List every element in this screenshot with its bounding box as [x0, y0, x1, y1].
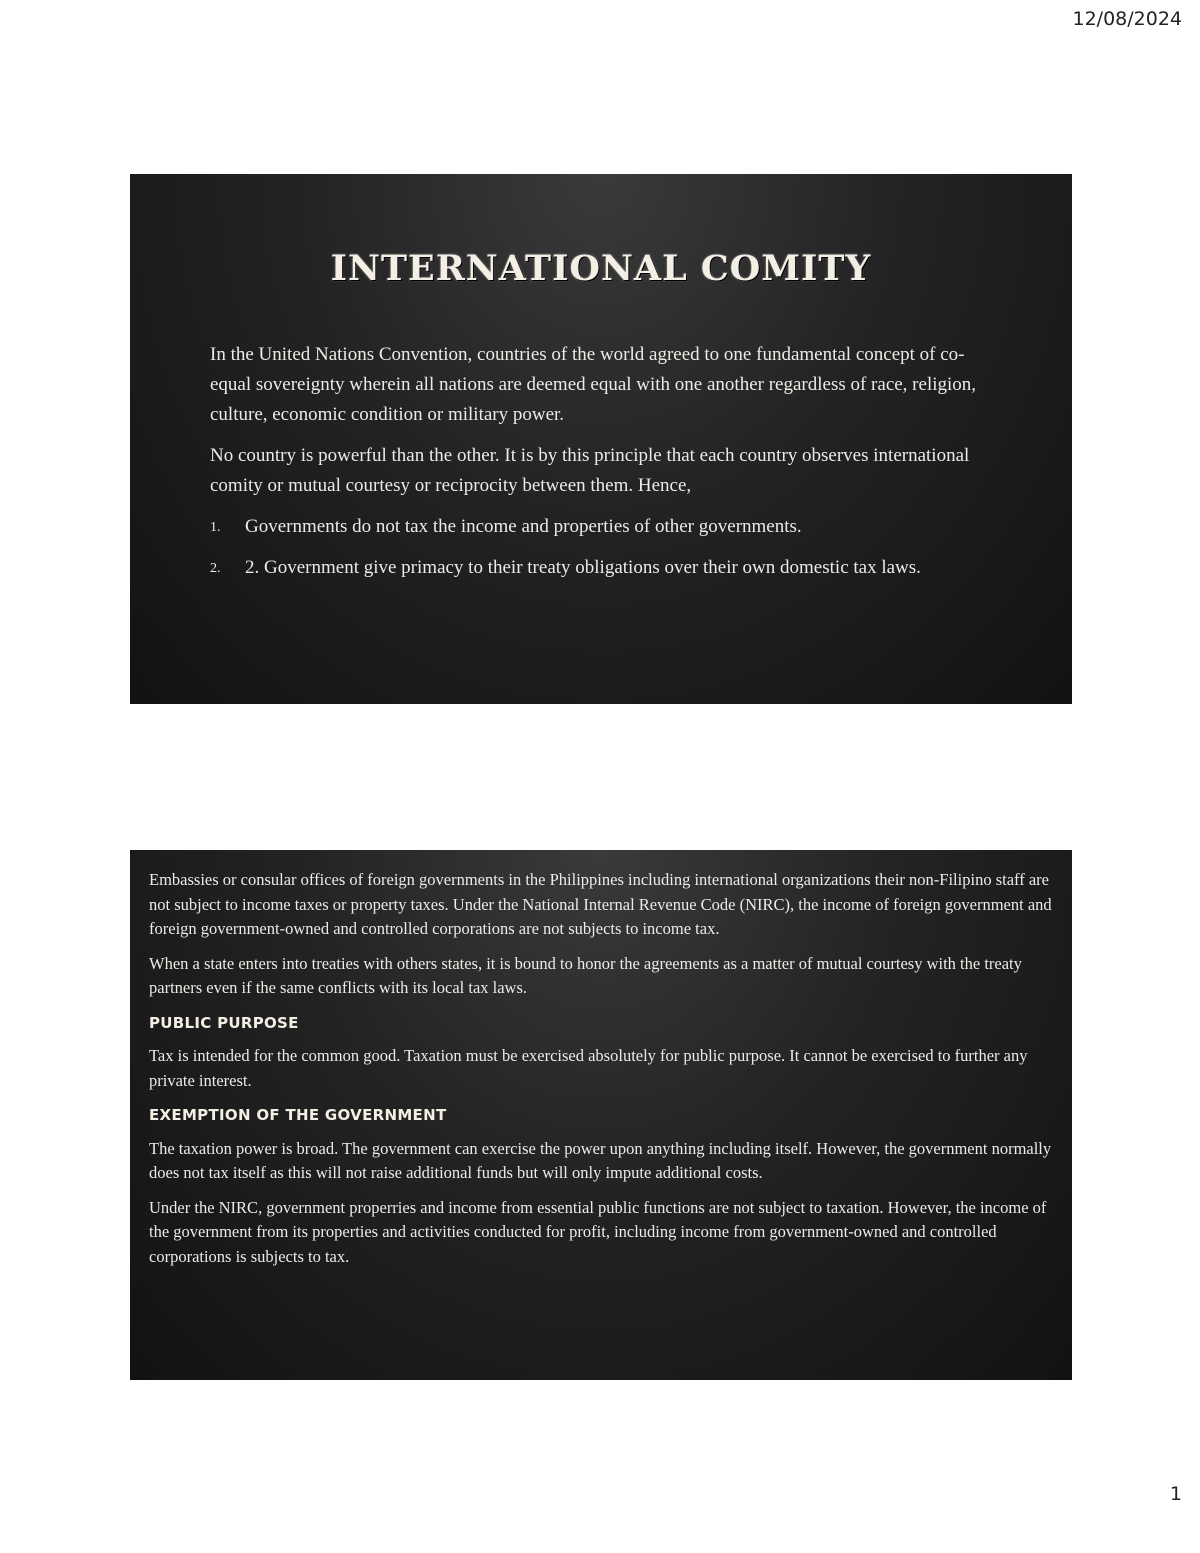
page-date: 12/08/2024	[1072, 8, 1182, 30]
slide-international-comity	[130, 174, 1072, 704]
slide-body	[149, 868, 1054, 1279]
paragraph: No country is powerful than the other. It is by this principle that each country observes international comity or mutual courtesy or reciprocity between them. Hence,	[210, 445, 970, 496]
slide-title: INTERNATIONAL COMITY	[330, 248, 872, 289]
page-number: 1	[1169, 1483, 1182, 1505]
paragraph: The taxation power is broad. The government can exercise the power upon anything including itself. However, the government normally does not tax itself as this will not raise additional funds but will only impute additional costs.	[149, 1138, 1052, 1182]
paragraph: Under the NIRC, government properries and income from essential public functions are not subject to taxation. However, the income of the government from its properties and activities conducted for profit, including income from government-owned and controlled corporations is subjects to tax.	[149, 1197, 1047, 1266]
list-number: 1.	[210, 520, 221, 535]
list-number: 2.	[210, 561, 221, 576]
paragraph: Tax is intended for the common good. Taxation must be exercised absolutely for public purpose. It cannot be exercised to further any private interest.	[149, 1046, 1028, 1090]
slide-body	[210, 340, 1000, 594]
section-heading-public-purpose: PUBLIC PURPOSE	[149, 1013, 299, 1032]
slide-public-purpose	[130, 850, 1072, 1380]
list-item	[210, 553, 1000, 583]
paragraph: When a state enters into treaties with others states, it is bound to honor the agreements as a matter of mutual courtesy with the treaty partners even if the same conflicts with its local tax laws.	[149, 953, 1022, 997]
list-item	[210, 512, 1000, 542]
list-item-text: 2. Government give primacy to their treaty obligations over their own domestic tax laws.	[245, 557, 921, 578]
list-item-text: Governments do not tax the income and properties of other governments.	[245, 516, 802, 537]
section-heading-exemption: EXEMPTION OF THE GOVERNMENT	[149, 1106, 447, 1124]
paragraph: Embassies or consular offices of foreign governments in the Philippines including international organizations their non-Filipino staff are not subject to income taxes or property taxes. Under the National Internal Revenue Code (NIRC), the income of foreign government and foreign government-owned and controlled corporations are not subjects to income tax.	[149, 870, 1052, 938]
paragraph: In the United Nations Convention, countries of the world agreed to one fundamental concept of co-equal sovereignty wherein all nations are deemed equal with one another regardless of race, religion, culture, economic condition or military power.	[210, 344, 977, 425]
numbered-list	[210, 512, 1000, 583]
